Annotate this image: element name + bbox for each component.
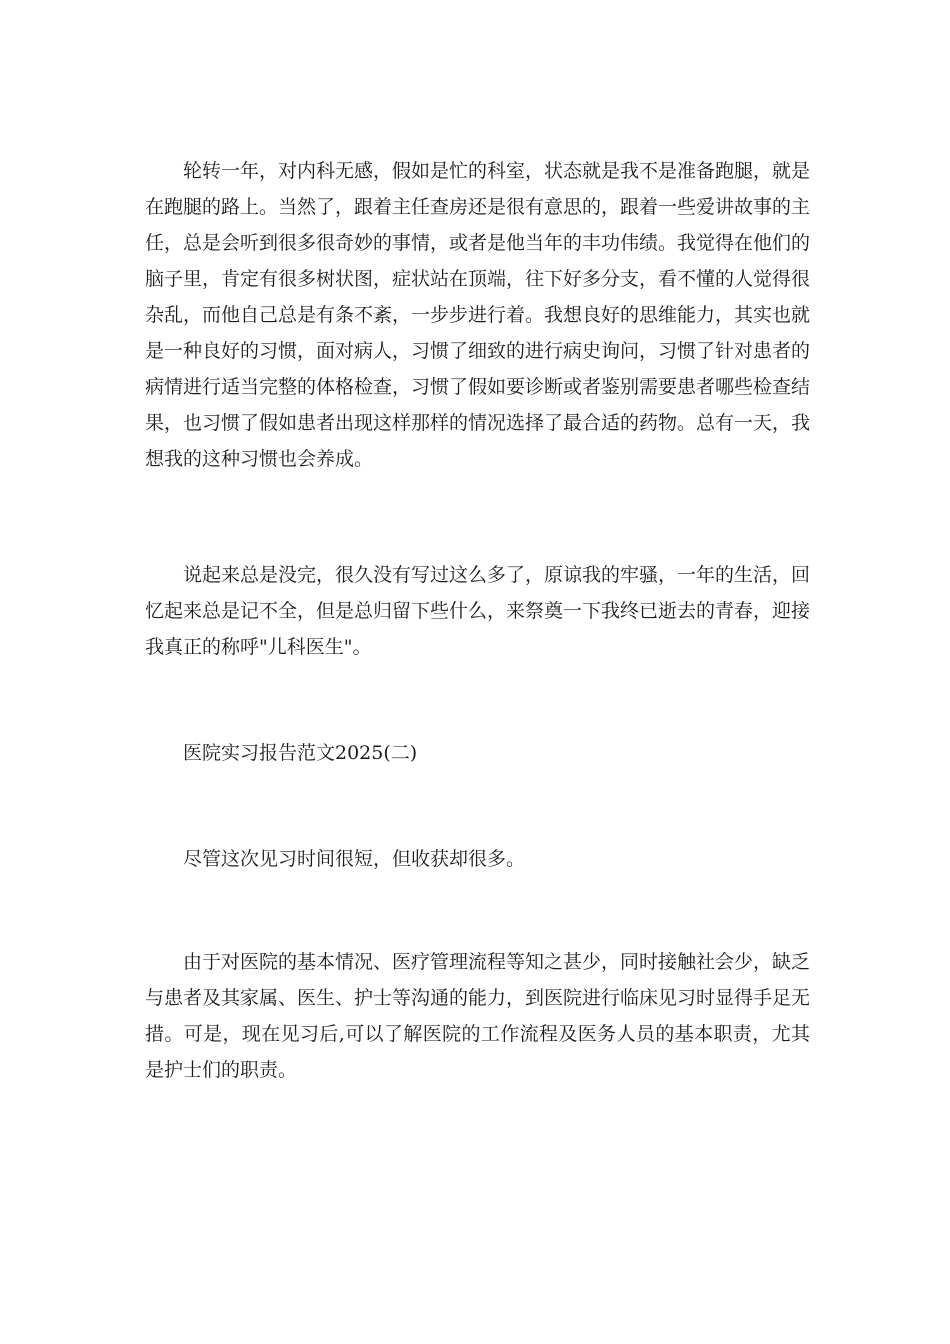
- body-paragraph: 轮转一年，对内科无感，假如是忙的科室，状态就是我不是准备跑腿，就是在跑腿的路上。当然了，跟着主任查房还是很有意思的，跟着一些爱讲故事的主任，总是会听到很多很奇妙的事情，或者是他当年的丰功伟绩。我觉得在他们的脑子里，肯定有很多树状图，症状站在顶端，往下好多分支，看不懂的人觉得很杂乱，而他自己总是有条不紊，一步步进行着。我想良好的思维能力，其实也就是一种良好的习惯，面对病人，习惯了细致的进行病史询问，习惯了针对患者的病情进行适当完整的体格检查，习惯了假如要诊断或者鉴别需要患者哪些检查结果，也习惯了假如患者出现这样那样的情况选择了最合适的药物。总有一天，我想我的这种习惯也会养成。: [145, 160, 811, 470]
- section-heading: 医院实习报告范文2025(二): [183, 742, 418, 764]
- body-paragraph: 由于对医院的基本情况、医疗管理流程等知之甚少，同时接触社会少，缺乏与患者及其家属、医生、护士等沟通的能力，到医院进行临床见习时显得手足无措。可是，现在见习后,可以了解医院的工作流程及医务人员的基本职责，尤其是护士们的职责。: [145, 951, 811, 1081]
- body-paragraph: 尽管这次见习时间很短，但收获却很多。: [183, 848, 526, 870]
- body-paragraph: 说起来总是没完，很久没有写过这么多了，原谅我的牢骚，一年的生活，回忆起来总是记不全，但是总归留下些什么，来祭奠一下我终已逝去的青春，迎接我真正的称呼"儿科医生"。: [145, 564, 811, 658]
